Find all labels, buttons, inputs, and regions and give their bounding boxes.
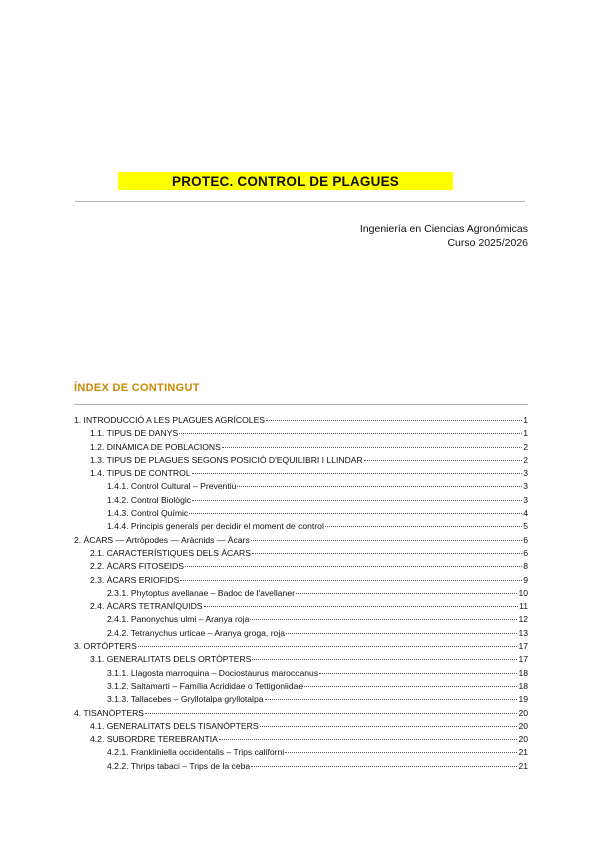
toc-dot-leader	[286, 633, 517, 634]
toc-entry-page: 20	[518, 734, 528, 745]
toc-dot-leader	[325, 526, 522, 527]
toc-entry-title: 4.2.1. Frankliniella occidentalis – Trips californi	[107, 747, 285, 758]
toc-entry-title: 3. ORTÒPTERS	[74, 641, 137, 652]
toc-entry-page: 1	[523, 428, 528, 439]
toc-entry-title: 4.2.2. Thrips tabaci – Trips de la ceba	[107, 760, 251, 771]
toc-dot-leader	[179, 433, 522, 434]
toc-entry-page: 4	[523, 508, 528, 519]
toc-dot-leader	[250, 619, 517, 620]
toc-entry[interactable]	[74, 640, 528, 653]
toc-entry-page: 20	[518, 707, 528, 718]
toc-entry-title: 4. TISANÒPTERS	[74, 707, 145, 718]
toc-entry[interactable]	[74, 587, 528, 600]
toc-dot-leader	[185, 566, 522, 567]
degree-label: Ingeniería en Ciencias Agronómicas	[359, 223, 528, 235]
toc-dot-leader	[251, 766, 517, 767]
table-of-contents	[74, 414, 528, 773]
toc-dot-leader	[138, 646, 518, 647]
toc-dot-leader	[222, 447, 522, 448]
toc-entry-page: 8	[523, 561, 528, 572]
toc-dot-leader	[296, 593, 517, 594]
toc-entry[interactable]	[74, 547, 528, 560]
toc-entry-title: 2.3.1. Phytoptus avellanae – Badoc de l'avellaner	[107, 587, 295, 598]
toc-entry[interactable]	[74, 467, 528, 480]
toc-entry-title: 4.1. GENERALITATS DELS TISANÒPTERS	[90, 720, 259, 731]
toc-dot-leader	[252, 659, 517, 660]
toc-dot-leader	[192, 500, 522, 501]
toc-dot-leader	[180, 580, 522, 581]
toc-dot-leader	[266, 420, 522, 421]
toc-entry[interactable]	[74, 746, 528, 759]
toc-entry[interactable]	[74, 667, 528, 680]
toc-dot-leader	[252, 553, 522, 554]
toc-entry-title: 1.4. TIPUS DE CONTROL	[90, 468, 191, 479]
toc-dot-leader	[319, 673, 517, 674]
toc-entry[interactable]	[74, 494, 528, 507]
toc-entry-page: 1	[523, 415, 528, 425]
toc-entry-title: 2. ÀCARS — Artròpodes — Aràcnids — Àcars	[74, 534, 250, 545]
toc-entry-title: 1.1. TIPUS DE DANYS	[90, 428, 179, 439]
toc-entry-page: 21	[518, 760, 528, 771]
toc-entry-title: 1. INTRODUCCIÓ A LES PLAGUES AGRÍCOLES	[74, 415, 266, 425]
toc-entry-page: 18	[518, 667, 528, 678]
document-meta	[360, 222, 528, 250]
toc-entry[interactable]	[74, 653, 528, 666]
toc-entry-title: 1.2. DINÀMICA DE POBLACIONS	[90, 441, 221, 452]
toc-entry-title: 2.4.2. Tetranychus urticae – Aranya groga, roja	[107, 627, 286, 638]
toc-entry-title: 1.4.1. Control Cultural – Preventiu	[107, 481, 237, 492]
toc-dot-leader	[260, 726, 518, 727]
toc-entry[interactable]	[74, 680, 528, 693]
toc-entry[interactable]	[74, 720, 528, 733]
toc-entry-page: 2	[523, 454, 528, 465]
toc-entry[interactable]	[74, 507, 528, 520]
toc-entry-page: 18	[518, 680, 528, 691]
toc-entry-page: 3	[523, 494, 528, 505]
toc-entry[interactable]	[74, 600, 528, 613]
document-title-text: PROTEC. CONTROL DE PLAGUES	[172, 173, 399, 189]
toc-entry[interactable]	[74, 613, 528, 626]
toc-dot-leader	[237, 486, 522, 487]
toc-heading: ÍNDEX DE CONTINGUT	[74, 382, 200, 394]
toc-entry-page: 6	[523, 547, 528, 558]
toc-entry-page: 6	[523, 534, 528, 545]
toc-dot-leader	[204, 606, 519, 607]
toc-entry-page: 17	[518, 641, 528, 652]
toc-entry-page: 3	[523, 481, 528, 492]
toc-entry-page: 21	[518, 747, 528, 758]
title-divider	[75, 201, 525, 202]
toc-entry[interactable]	[74, 707, 528, 720]
toc-entry-page: 2	[523, 441, 528, 452]
toc-dot-leader	[189, 513, 522, 514]
toc-entry-page: 12	[518, 614, 528, 625]
toc-dot-leader	[364, 460, 522, 461]
toc-entry-title: 2.3. ÀCARS ERIOFIDS	[90, 574, 180, 585]
toc-entry[interactable]	[74, 627, 528, 640]
toc-dot-leader	[219, 739, 518, 740]
toc-entry-page: 10	[518, 587, 528, 598]
course-label: Curso 2025/2026	[447, 237, 528, 249]
toc-entry[interactable]	[74, 454, 528, 467]
toc-entry[interactable]	[74, 534, 528, 547]
toc-entry-page: 9	[523, 574, 528, 585]
toc-entry[interactable]	[74, 441, 528, 454]
toc-entry-title: 2.4. ÀCARS TETRANÍQUIDS	[90, 601, 203, 612]
toc-entry-page: 11	[519, 601, 528, 612]
toc-divider	[74, 404, 528, 405]
toc-entry-title: 1.4.3. Control Químic	[107, 508, 189, 519]
toc-entry-title: 2.4.1. Panonychus ulmi – Aranya roja	[107, 614, 250, 625]
toc-entry-title: 3.1.3. Tallacebes – Gryllotalpa gryllotalpa	[107, 694, 264, 705]
toc-entry-page: 13	[518, 627, 528, 638]
toc-entry-title: 3.1. GENERALITATS DELS ORTÒPTERS	[90, 654, 252, 665]
toc-dot-leader	[304, 686, 517, 687]
toc-entry[interactable]	[74, 693, 528, 706]
toc-entry-title: 1.3. TIPUS DE PLAGUES SEGONS POSICIÓ D'EQUILIBRI I LLINDAR	[90, 454, 363, 465]
toc-entry[interactable]	[74, 480, 528, 493]
toc-entry[interactable]	[74, 427, 528, 440]
toc-dot-leader	[265, 699, 518, 700]
toc-dot-leader	[251, 540, 522, 541]
toc-entry[interactable]	[74, 733, 528, 746]
toc-entry-title: 4.2. SUBORDRE TEREBRANTIA	[90, 734, 218, 745]
toc-entry-page: 3	[523, 468, 528, 479]
toc-entry-page: 17	[518, 654, 528, 665]
toc-entry[interactable]	[74, 560, 528, 573]
toc-dot-leader	[285, 752, 517, 753]
toc-entry-title: 1.4.4. Principis generals per decidir el moment de control	[107, 521, 324, 532]
toc-entry[interactable]	[74, 574, 528, 587]
toc-entry-title: 3.1.1. Llagosta marroquina – Dociostaurus maroccanus	[107, 667, 319, 678]
toc-entry-title: 2.1. CARACTERÍSTIQUES DELS ÀCARS	[90, 547, 251, 558]
document-title	[118, 172, 453, 190]
toc-dot-leader	[145, 713, 517, 714]
toc-entry[interactable]	[74, 414, 528, 427]
toc-entry[interactable]	[74, 760, 528, 773]
toc-dot-leader	[192, 473, 523, 474]
toc-entry-page: 20	[518, 720, 528, 731]
toc-entry-page: 19	[518, 694, 528, 705]
toc-entry-page: 5	[523, 521, 528, 532]
toc-entry-title: 1.4.2. Control Biològic	[107, 494, 192, 505]
toc-entry[interactable]	[74, 520, 528, 533]
toc-entry-title: 3.1.2. Saltamartí – Família Acrididae o Tettigoniidae	[107, 680, 304, 691]
toc-entry-title: 2.2. ÀCARS FITOSEIDS	[90, 561, 184, 572]
